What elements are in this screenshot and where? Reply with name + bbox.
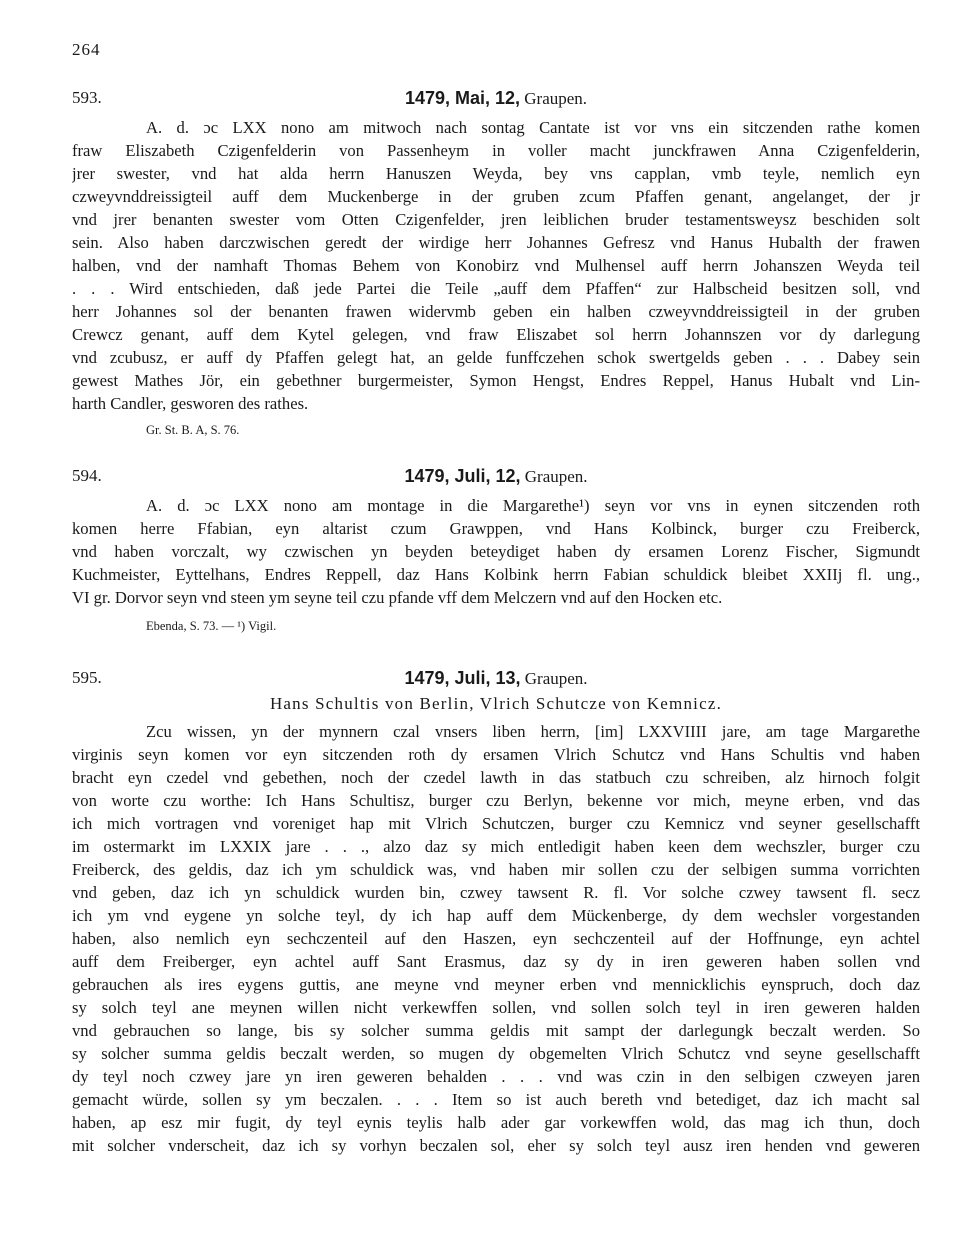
text-line: von worte czu worthe: Ich Hans Schultisz, burger czu Berlyn, bekenne vor mich, meyne erben, vnd das — [72, 791, 920, 810]
text-line: VI gr. Dorvor seyn vnd steen ym seyne teil czu pfande vff dem Melczern vnd auf den Hocken etc. — [72, 588, 723, 607]
text-line: harth Candler, gesworen des rathes. — [72, 394, 309, 413]
text-line: fraw Eliszabeth Czigenfelderin von Passenheym in voller macht junckfrawen Anna Czigenfelderin, — [72, 141, 920, 160]
text-line: . . . Wird entschieden, daß jede Partei die Teile „auff dem Pfaffen“ zur Halbscheid besitzen soll, vnd — [72, 279, 920, 298]
text-line: haben, ap esz mir fugit, dy teyl eynis teylis halb ader gar vorkewffen wold, das mag ich thun, doch — [72, 1113, 920, 1132]
entry-date-place — [72, 466, 920, 487]
text-line: halben, vnd der namhaft Thomas Behem von Konobirz vnd Mulhensel auff herrn Johanszen Weyda teil — [72, 256, 920, 275]
text-line: sein. Also haben darczwischen geredt der wirdige herr Johannes Gefresz vnd Hanus Hubalth der frawen — [72, 233, 920, 252]
entry-place: Graupen. — [524, 89, 588, 108]
source-note: Ebenda, S. 73. — ¹) Vigil. — [146, 619, 277, 633]
text-line: bracht eyn czedel vnd gebethen, noch der czedel lawth in das statbuch czu schreiben, alz hirnoch folgit — [72, 768, 920, 787]
page-number: 264 — [72, 40, 101, 59]
entry-heading — [72, 668, 920, 692]
text-line: Crewcz genant, auff dem Kytel gelegen, vnd fraw Eliszabet sol herrn Johannszen vor dy darlegung — [72, 325, 920, 344]
text-line: herr Johannes sol der benanten frawen widervmb geben ein halben czweyvnddreissigteil in der gruben — [72, 302, 920, 321]
text-line: Kuchmeister, Eyttelhans, Endres Reppell, daz Hans Kolbink herrn Fabian schuldick bleibet XXIIj fl. ung., — [72, 565, 920, 584]
text-line: im ostermarkt im LXXIX jare . . ., alzo daz sy mich entledigit haben keen dem wechszler, burger czu — [72, 837, 920, 856]
entry-593 — [72, 88, 920, 441]
entry-number: 595. — [72, 668, 102, 687]
text-line: czweyvnddreissigteil auff dem Muckenberge in der gruben zcum Pfaffen genant, angelanget, der jr — [72, 187, 920, 206]
source-note: Gr. St. B. A, S. 76. — [146, 423, 240, 437]
entry-number: 593. — [72, 88, 102, 107]
text-line: Zcu wissen, yn der mynnern czal vnsers liben herrn, [im] LXXVIIII jare, am tage Margarethe — [146, 722, 920, 741]
text-line: A. d. ɔc LXX nono am montage in die Margarethe¹) seyn vor vns in eynen sitczenden roth — [146, 496, 920, 515]
entry-subtitle: Hans Schultis von Berlin, Vlrich Schutcze von Kemnicz. — [269, 694, 723, 713]
text-line: dy teyl noch czwey jare yn iren geweren behalden . . . vnd was czin in den selbigen czweyen jaren — [72, 1067, 920, 1086]
text-line: komen herre Ffabian, eyn altarist czum Grawppen, vnd Hans Kolbinck, burger czu Freiberck, — [72, 519, 920, 538]
entry-date-place — [72, 88, 920, 109]
entry-text — [72, 494, 920, 609]
text-line: vnd haben vorczalt, wy czwischen yn beyden beteydiget haben dy ersamen Lorenz Fischer, Sigmundt — [72, 542, 920, 561]
text-line: auff dem Freiberger, eyn achtel auff Sant Erasmus, daz sy dy in iren geweren haben sollen vnd — [72, 952, 920, 971]
entry-text — [72, 116, 920, 415]
entry-594 — [72, 466, 920, 637]
text-line: gemacht würde, sollen sy ym beczalen. . . . Item so ist auch bereth vnd betediget, daz ich macht sal — [72, 1090, 920, 1109]
text-line: ich mich vortragen vnd voreniget hap mit Vlrich Schutczen, burger czu Kemnicz vnd seyner gesellschafft — [72, 814, 920, 833]
entry-date-place — [72, 668, 920, 689]
entry-date: 1479, Juli, 13, — [404, 668, 521, 688]
entry-number: 594. — [72, 466, 102, 485]
entry-595 — [72, 668, 920, 1157]
text-line: gebrauchen als ires eygens guttis, ane meyne vnd meyner erben vnd mennicklichis eynspruch, doch daz — [72, 975, 920, 994]
text-line: gewest Mathes Jör, ein gebethner burgermeister, Symon Hengst, Endres Reppel, Hanus Hubalt vnd Lin- — [72, 371, 920, 390]
text-line: vnd zcubusz, er auff dy Pfaffen gelegt hat, an gelde funffczehen schok swertgelds geben . . . Dabey sein — [72, 348, 920, 367]
text-line: sy solch teyl ane meynen willen nicht verkewffen sollen, vnd sollen solch teyl in iren geweren halden — [72, 998, 920, 1017]
text-line: A. d. ɔc LXX nono am mitwoch nach sontag Cantate ist vor vns ein sitczenden rathe komen — [146, 118, 920, 137]
entry-heading — [72, 88, 920, 112]
text-line: vnd geben, daz ich yn schuldick wurden bin, czwey tawsent R. fl. Vor solche czwey tawsent fl. secz — [72, 883, 920, 902]
entry-date: 1479, Mai, 12, — [404, 88, 521, 108]
entry-heading — [72, 466, 920, 490]
text-line: haben, also nemlich eyn sechczenteil auf den Haszen, eyn sechczenteil auf der Hoffnunge, eyn achtel — [72, 929, 920, 948]
entry-date: 1479, Juli, 12, — [404, 466, 521, 486]
text-line: vnd gebrauchen so lange, bis sy solcher summa geldis mit sampt der darlegungk beczalt werden. So — [72, 1021, 920, 1040]
text-line: vnd jrer benanten swester vom Otten Czigenfelder, jren leiblichen bruder testamentsweysz beschiden solt — [72, 210, 920, 229]
text-line: virginis seyn komen vor eyn sitczenden roth dy ersamen Vlrich Schutcz vnd Hans Schultis vnd haben — [72, 745, 920, 764]
entry-place: Graupen. — [524, 669, 588, 688]
entry-place: Graupen. — [524, 467, 588, 486]
entry-text — [72, 720, 920, 1157]
text-line: jrer swester, vnd hat alda herrn Hanuszen Weyda, bey vns capplan, vmb teyle, nemlich eyn — [72, 164, 920, 183]
text-line: ich ym vnd eygene yn solche teyl, dy ich hap auff dem Mückenberge, dy dem wechsler vorgestanden — [72, 906, 920, 925]
text-line: sy solcher summa geldis beczalt werden, so mugen dy obgemelten Vlrich Schutcz vnd seyne gesellschafft — [72, 1044, 920, 1063]
text-line: Freiberck, des geldis, daz ich ym schuldick was, vnd haben mir sollen czu der selbigen summa vorrichten — [72, 860, 920, 879]
text-line: mit solcher vnderscheit, daz ich sy vorhyn beczalen sol, eher sy solch teyl ausz iren henden vnd geweren — [72, 1136, 920, 1155]
